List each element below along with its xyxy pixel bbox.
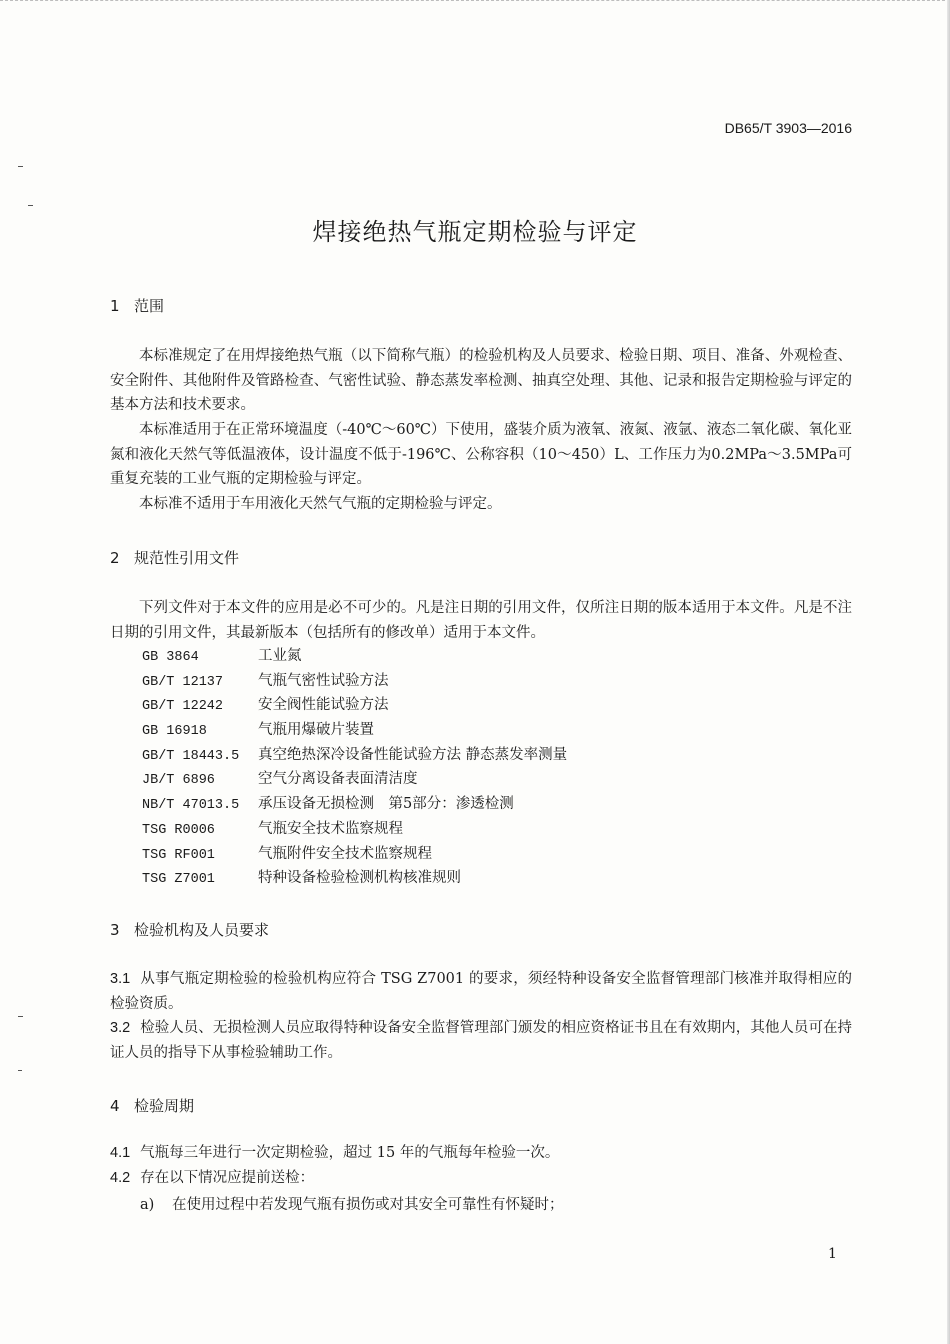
scope-paragraph-2: 本标准适用于在正常环境温度（-40℃～60℃）下使用，盛装介质为液氧、液氮、液氩、液态二氧化碳、氧化亚氮和液化天然气等低温液体，设计温度不低于-196℃、公称容积（10～450）L、工作压力为0.2MPa～3.5MPa可重复充装的工业气瓶的定期检验与评定。 xyxy=(110,422,852,487)
clause-text: 检验人员、无损检测人员应取得特种设备安全监督管理部门颁发的相应资格证书且在有效期内，其他人员可在持证人员的指导下从事检验辅助工作。 xyxy=(110,1020,852,1061)
reference-item xyxy=(142,693,567,718)
reference-code: GB 16918 xyxy=(142,724,207,740)
scope-paragraph-1: 本标准规定了在用焊接绝热气瓶（以下简称气瓶）的检验机构及人员要求、检验日期、项目、准备、外观检查、安全附件、其他附件及管路检查、气密性试验、静态蒸发率检测、抽真空处理、其他、记录和报告定期检验与评定的基本方法和技术要求。 xyxy=(110,348,852,413)
reference-name: 气瓶用爆破片装置 xyxy=(258,722,374,739)
clause-3-2 xyxy=(110,1016,852,1065)
item-label: a) xyxy=(140,1197,155,1213)
reference-name: 承压设备无损检测 第5部分：渗透检测 xyxy=(258,796,514,813)
reference-code: GB/T 12137 xyxy=(142,674,224,690)
clause-text: 从事气瓶定期检验的检验机构应符合 TSG Z7001 的要求，须经特种设备安全监督管理部门核准并取得相应的检验资质。 xyxy=(110,971,852,1012)
reference-name: 特种设备检验检测机构核准规则 xyxy=(258,870,461,887)
section-title: 检验机构及人员要求 xyxy=(134,921,270,939)
scan-mark xyxy=(18,1070,22,1071)
reference-name: 气瓶安全技术监察规程 xyxy=(258,820,403,837)
reference-item xyxy=(142,792,567,817)
reference-item xyxy=(142,669,567,694)
reference-code: TSG R0006 xyxy=(142,822,215,838)
clause-4-2 xyxy=(110,1166,852,1191)
section-number: 2 xyxy=(110,549,120,567)
reference-name: 气瓶气密性试验方法 xyxy=(258,672,389,689)
scan-mark xyxy=(28,205,33,206)
section-heading-scope xyxy=(110,295,164,316)
section-number: 3 xyxy=(110,921,120,939)
references-intro: 下列文件对于本文件的应用是必不可少的。凡是注日期的引用文件，仅所注日期的版本适用于本文件。凡是不注日期的引用文件，其最新版本（包括所有的修改单）适用于本文件。 xyxy=(110,600,852,641)
clause-number: 4.2 xyxy=(110,1170,131,1186)
section-heading-period xyxy=(110,1095,194,1116)
reference-name: 空气分离设备表面清洁度 xyxy=(258,771,418,788)
section-number: 4 xyxy=(110,1097,120,1115)
clause-number: 4.1 xyxy=(110,1145,131,1161)
document-code: DB65/T 3903—2016 xyxy=(724,120,852,136)
section-title: 规范性引用文件 xyxy=(134,549,240,567)
reference-item xyxy=(142,817,567,842)
reference-name: 工业氮 xyxy=(258,648,302,664)
scan-edge-top xyxy=(0,0,950,8)
reference-code: JB/T 6896 xyxy=(142,773,215,789)
scope-paragraph-3: 本标准不适用于车用液化天然气气瓶的定期检验与评定。 xyxy=(139,496,502,512)
section-title: 检验周期 xyxy=(134,1097,195,1115)
scan-mark xyxy=(18,1016,23,1017)
reference-name: 真空绝热深冷设备性能试验方法 静态蒸发率测量 xyxy=(258,746,568,763)
scan-mark xyxy=(18,166,23,167)
reference-item xyxy=(142,718,567,743)
reference-item xyxy=(142,644,567,669)
list-item-a xyxy=(140,1193,564,1214)
clause-text: 存在以下情况应提前送检： xyxy=(140,1170,315,1186)
reference-code: GB/T 12242 xyxy=(142,699,224,715)
reference-name: 安全阀性能试验方法 xyxy=(258,697,389,714)
reference-code: GB 3864 xyxy=(142,650,199,665)
clause-3-1 xyxy=(110,967,852,1016)
reference-code: NB/T 47013.5 xyxy=(142,798,240,814)
reference-code: TSG Z7001 xyxy=(142,872,215,888)
section-number: 1 xyxy=(110,297,120,315)
section-heading-references xyxy=(110,547,239,568)
clause-text: 气瓶每三年进行一次定期检验，超过 15 年的气瓶每年检验一次。 xyxy=(140,1145,560,1161)
clause-number: 3.2 xyxy=(110,1020,131,1036)
reference-item xyxy=(142,743,567,768)
clause-4-1 xyxy=(110,1141,852,1166)
reference-code: TSG RF001 xyxy=(142,847,215,863)
section-heading-requirements xyxy=(110,919,269,940)
reference-code: GB/T 18443.5 xyxy=(142,748,240,764)
clause-number: 3.1 xyxy=(110,971,131,987)
section-title: 范围 xyxy=(134,297,165,315)
reference-item xyxy=(142,767,567,792)
reference-list xyxy=(142,644,567,891)
reference-name: 气瓶附件安全技术监察规程 xyxy=(258,845,432,862)
item-text: 在使用过程中若发现气瓶有损伤或对其安全可靠性有怀疑时； xyxy=(172,1197,564,1213)
page-number: 1 xyxy=(828,1246,837,1262)
page-title: 焊接绝热气瓶定期检验与评定 xyxy=(312,218,638,246)
reference-item xyxy=(142,866,567,891)
reference-item xyxy=(142,842,567,867)
